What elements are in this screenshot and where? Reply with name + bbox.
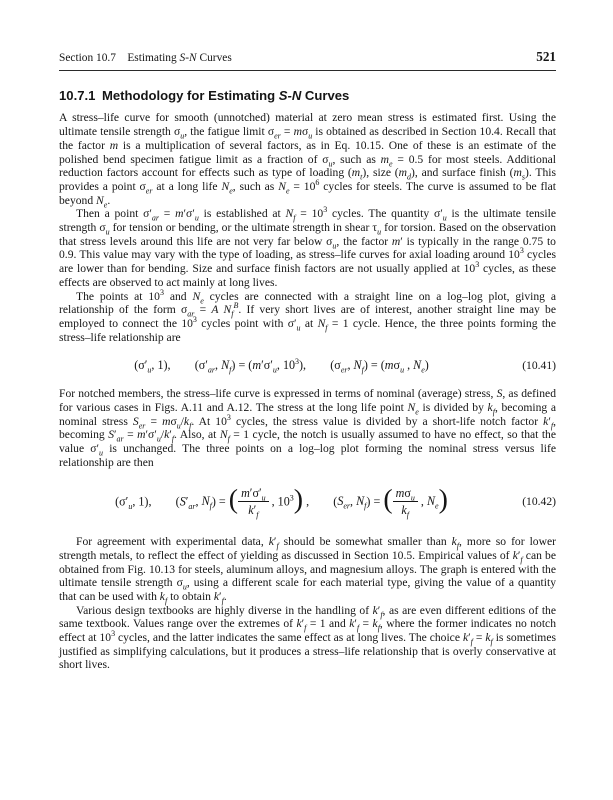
equation-10-42-number: (10.42) — [522, 495, 556, 509]
paragraph-6: Various design textbooks are highly diverse in the handling of $k'_f$, as are even different editions of the same textbook. Values range over the extremes of $k'_f = 1$ and $k'_f = k_f$, where the former indicates no notch effect at $10^3$ cycles, and the latter indicates the same effect as at long lives. The choice $k'_f = k_f$ is sometimes justified as simplifying calculations, but it produces a stress–life relationship that is overly conservative at short lives. — [59, 603, 556, 672]
equation-10-42-body: ($\sigma'_u$, 1), ($S'_{ar}$, $N_f$) = ( $\frac{m'\sigma'_u}{k'_f}$ , $10^3$) , ($S_{er}$, $N_f$) = ( $\frac{m\sigma_u}{k_f}$ , $N_e$) — [115, 484, 448, 520]
page-number: 521 — [536, 49, 556, 64]
paragraph-4: For notched members, the stress–life curve is expressed in terms of nominal (average) stress, S, as defined for various cases in Figs. A.11 and A.12. The stress at the long life point $N_e$ is divided by $k_f$, becoming a nominal stress $S_{er} = m\sigma_u/k_f$. At $10^3$ cycles, the stress value is divided by a short-life notch factor $k'_f$, becoming $S'_{ar} = m'\sigma'_u/k'_f$. Also, at $N_f = 1$ cycle, the notch is usually assumed to have no effect, so that the value $\sigma'_u$ is unchanged. The three points on a log–log plot forming the nominal stress versus life relationship are then — [59, 387, 557, 469]
equation-10-41-number: (10.41) — [522, 359, 556, 372]
equation-10-42 — [59, 484, 556, 520]
paragraph-1: A stress–life curve for smooth (unnotched) material at zero mean stress is estimated first. Using the ultimate tensile strength $\sigma_u$, the fatigue limit $\sigma_{er} = m\sigma_u$ is obtained as described in Section 10.4. Recall that the factor m is a multiplication of several factors, as in Eq. 10.15. One of these is an estimate of the polished bend specimen fatigue limit as a fraction of $\sigma_u$, such as $m_e = 0.5$ for most steels. Additional reduction factors account for effects such as type of loading $(m_t)$, size $(m_d)$, and surface finish $(m_s)$. This provides a point $\sigma_{er}$ at a long life $N_e$, such as $N_e = 10^6$ cycles for steels. The curve is assumed to be flat beyond $N_e$. — [59, 111, 556, 209]
equation-10-41-body: ($\sigma'_u$, 1), ($\sigma'_{ar}$, $N_f) = (m'\sigma'_u$, $10^3$), ($\sigma_{er}$, $N_f) = (m\sigma_u$ , $N_e$) — [134, 357, 429, 375]
paragraph-2: Then a point $\sigma'_{ar} = m'\sigma'_u$ is established at $N_f = 10^3$ cycles. The quantity $\sigma'_u$ is the ultimate tensile strength $\sigma_u$ for tension or bending, or the ultimate strength in shear $\tau_u$ for torsion. Based on the observation that stress levels around this life are not very far below $\sigma_u$, the factor m′ is typically in the range 0.75 to 0.9. This value may vary with the type of loading, as stress–life curves for axial loading around $10^3$ cycles are lower than for bending. Size and surface finish factors are not usually applied at $10^3$ cycles, as these effects are observed to act mainly at long lives. — [59, 205, 557, 289]
header-rule — [59, 70, 556, 71]
equation-10-41 — [59, 358, 556, 373]
paragraph-5: For agreement with experimental data, $k'_f$ should be somewhat smaller than $k_f$, more so for lower strength metals, to reflect the effect of yielding as discussed in Section 10.5. Empirical values of $k'_f$ can be obtained from Fig. 10.13 for steels, aluminum alloys, and magnesium alloys. The graph is entered with the ultimate tensile strength $\sigma_u$, using a different scale for each material type, giving the value of a quantity that can be used with $k_f$ to obtain $k'_f$. — [59, 535, 556, 606]
paragraph-3: The points at $10^3$ and $N_e$ cycles are connected with a straight line on a log–log plot, giving a relationship of the form $\sigma_{ar} = A$ $N_f^B$. If very short lives are of interest, another straight line may be employed to connect the $10^3$ cycles point with $\sigma'_u$ at $N_f = 1$ cycle. Hence, the three points forming the stress–life relationship are — [59, 287, 557, 344]
section-heading: 10.7.1 Methodology for Estimating S-N Curves — [59, 87, 350, 103]
running-header — [59, 50, 556, 66]
running-header-title: Section 10.7 Estimating S-N Curves — [59, 52, 232, 64]
